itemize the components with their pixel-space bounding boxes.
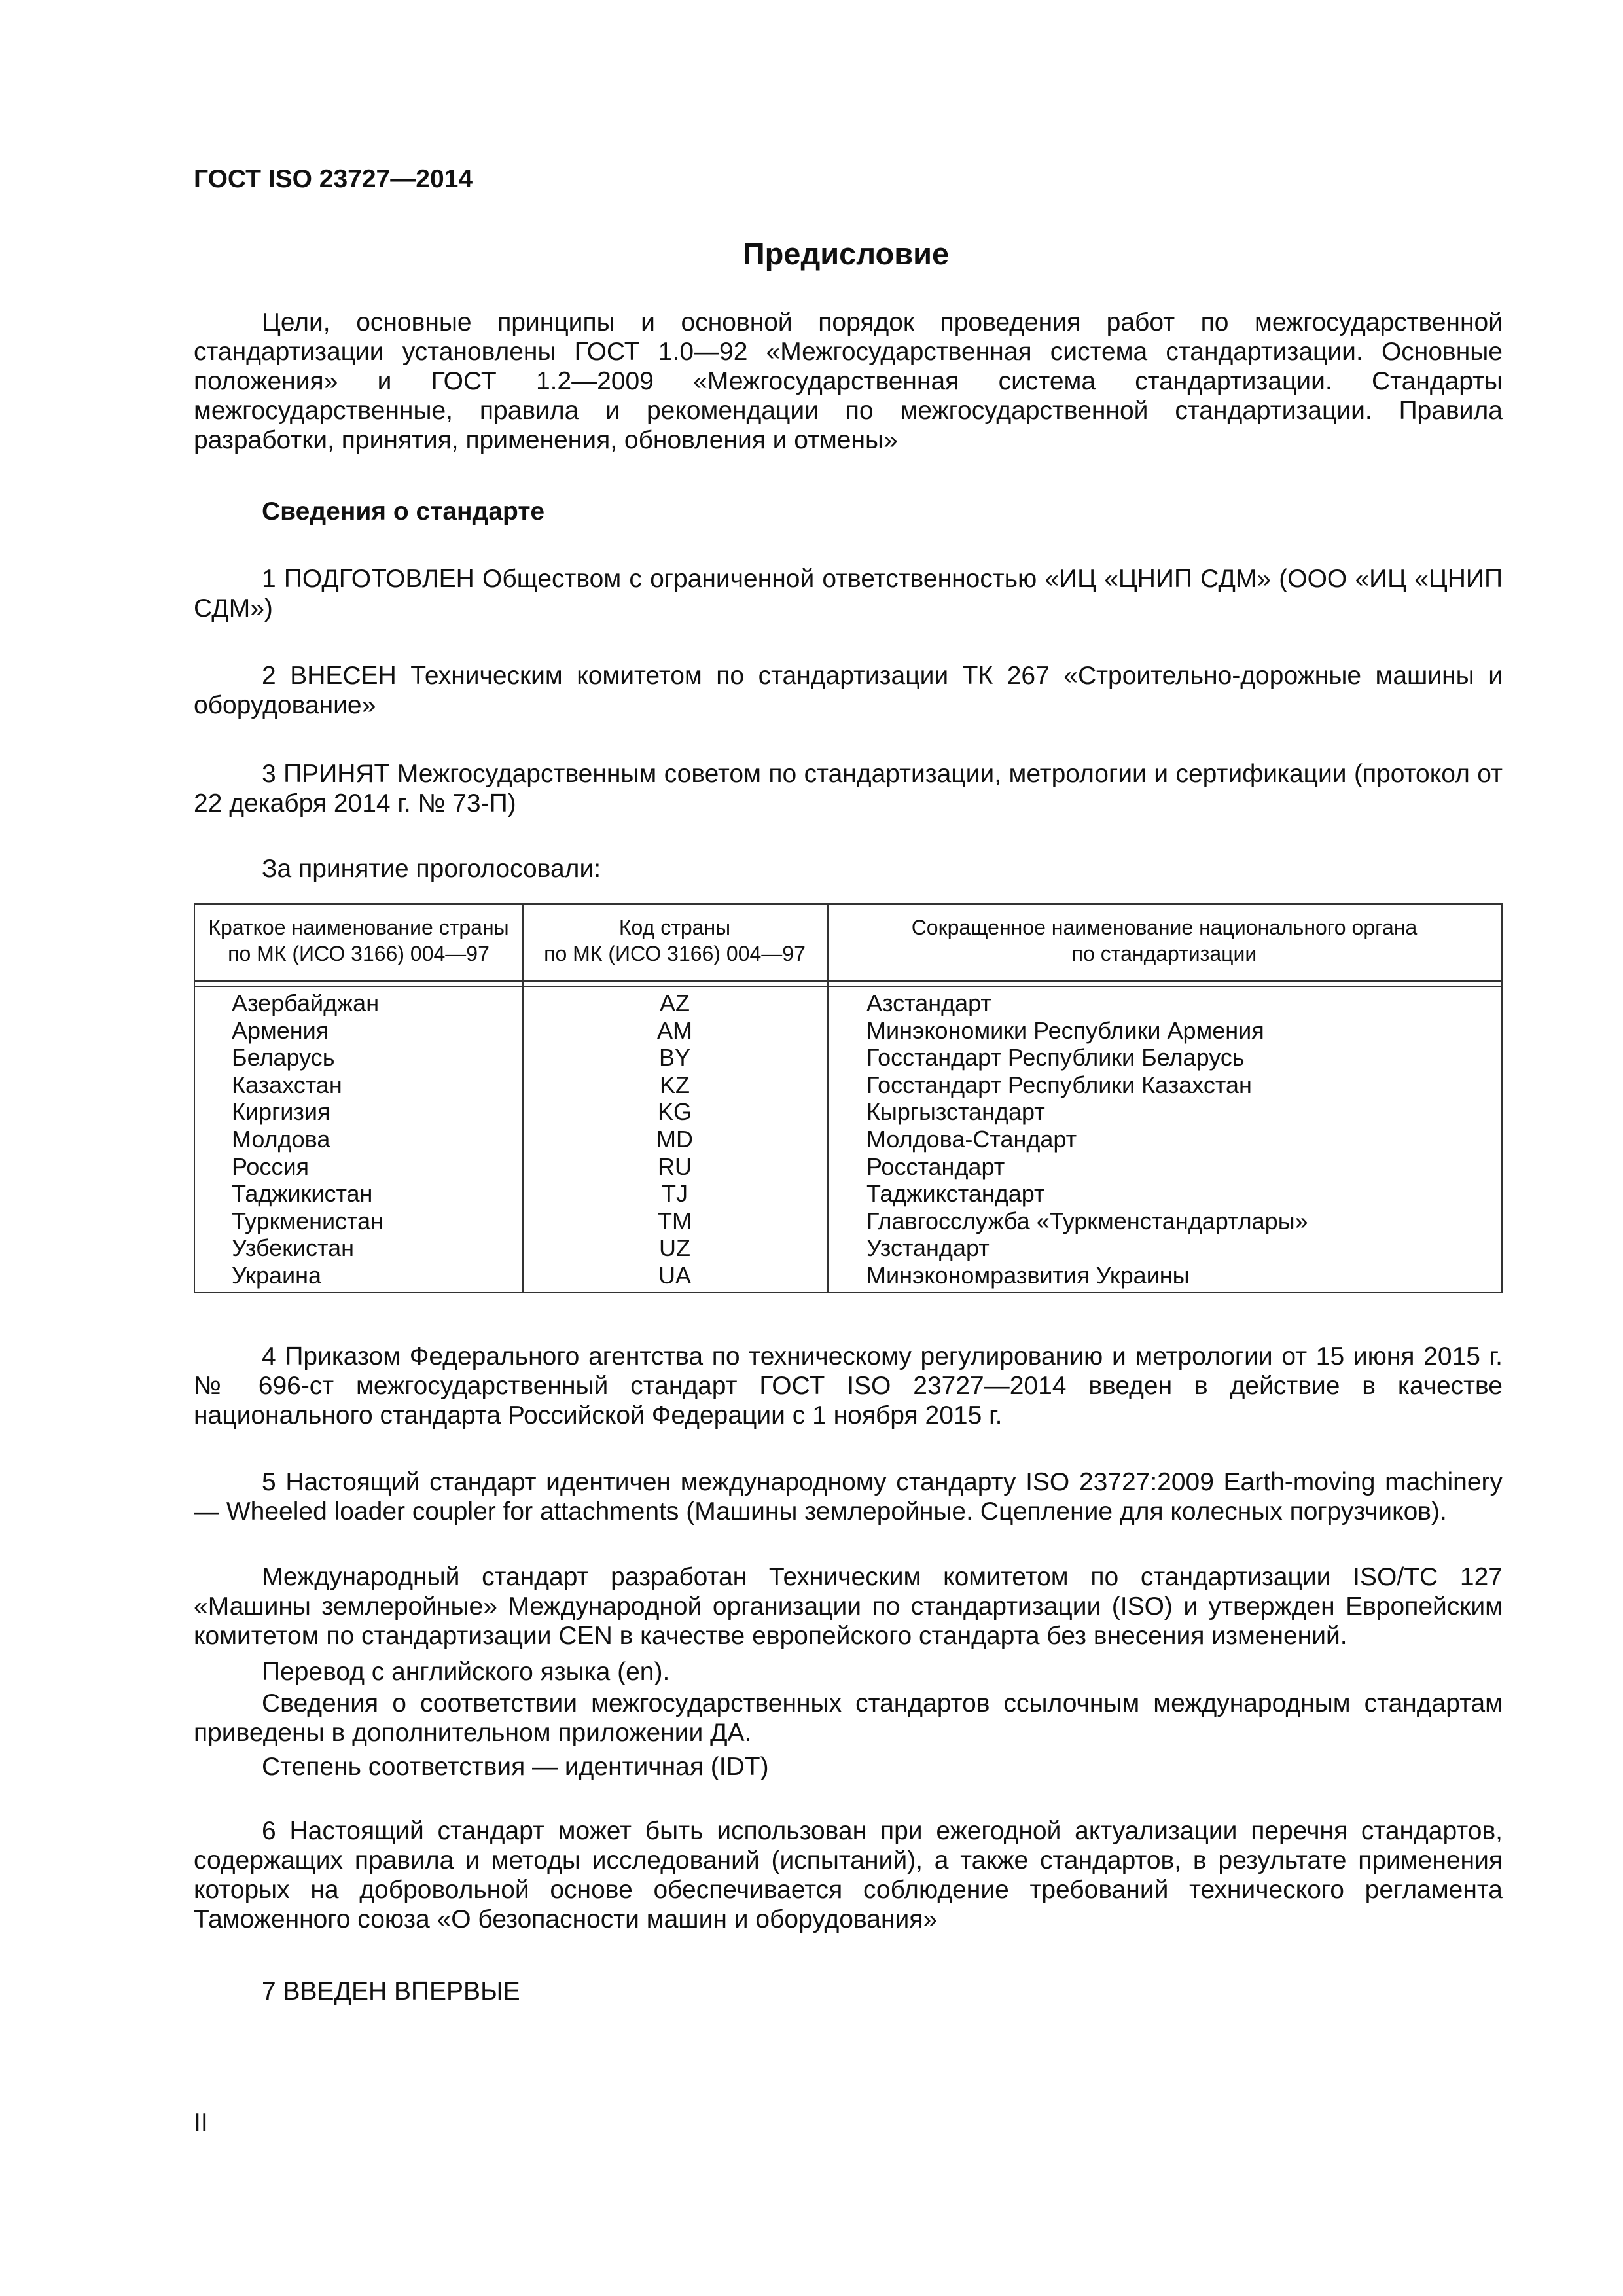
header-divider [195,980,1501,982]
country-code: KZ [659,1071,690,1098]
country-name: Беларусь [232,1044,335,1071]
country-code: MD [656,1125,693,1153]
page-title: Предисловие [742,236,950,271]
national-body: Кыргызстандарт [866,1098,1045,1126]
header-line: Краткое наименование страны [208,916,509,939]
national-body: Молдова-Стандарт [866,1125,1077,1153]
national-body: Госстандарт Республики Беларусь [866,1044,1245,1071]
table-body [195,990,1501,1289]
country-name: Украина [232,1261,322,1289]
header-country-name [195,905,522,977]
country-name: Туркменистан [232,1207,384,1234]
voted-label: За принятие проголосовали: [262,855,601,883]
country-name: Таджикистан [232,1180,373,1208]
item-2-paragraph: 2 ВНЕСЕН Техническим комитетом по стандартизации ТК 267 «Строительно-дорожные машины и оборудование» [194,662,1503,719]
table-row [195,990,1501,1017]
country-name: Азербайджан [232,990,380,1016]
item-5-degree-paragraph: Степень соответствия — идентичная (IDT) [262,1753,769,1781]
national-body: Минэкономики Республики Армения [866,1016,1264,1044]
item-5-origin-paragraph: Международный стандарт разработан Техническим комитетом по стандартизации ISO/TC 127 «Машины землеройные» Международной организации по стандартизации (ISO) и утвержден Европейским комитетом по стандартизации CEN в качестве европейского стандарта без внесения изменений. [194,1563,1503,1650]
country-name: Казахстан [232,1071,342,1098]
item-7-paragraph: 7 ВВЕДЕН ВПЕРВЫЕ [262,1977,520,2005]
country-code: AZ [659,990,690,1016]
country-code: UA [658,1261,691,1289]
table-row [195,1098,1501,1126]
national-body: Госстандарт Республики Казахстан [866,1071,1252,1098]
national-body: Главгосслужба «Туркменстандартлары» [866,1207,1308,1234]
national-body: Минэкономразвития Украины [866,1261,1190,1289]
header-national-body [827,905,1501,977]
item-5-translation-paragraph: Перевод с английского языка (en). [262,1658,670,1686]
item-4-paragraph: 4 Приказом Федерального агентства по техническому регулированию и метрологии от 15 июня 2015 г. № 696-ст межгосударственный стандарт ГОСТ ISO 23727—2014 введен в действие в качестве национального стандарта Российской Федерации с 1 ноября 2015 г. [194,1342,1503,1429]
country-name: Узбекистан [232,1234,355,1262]
header-country-code [522,905,827,977]
country-code: KG [657,1098,692,1126]
intro-paragraph: Цели, основные принципы и основной порядок проведения работ по межгосударственной стандартизации установлены ГОСТ 1.0—92 «Межгосударственная система стандартизации. Основные положения» и ГОСТ 1.2—2009 «Межгосударственная система стандартизации. Стандарты межгосударственные, правила и рекомендации по межгосударственной стандартизации. Правила разработки, принятия, применения, обновления и отмены» [194,308,1503,454]
country-code: TM [658,1207,692,1234]
table-row [195,1126,1501,1153]
country-code: AM [657,1016,692,1044]
national-body: Росстандарт [866,1153,1005,1180]
header-line: по стандартизации [1071,942,1257,965]
voting-table [194,903,1503,1293]
section-heading: Сведения о стандарте [262,497,545,526]
table-row [195,1180,1501,1208]
country-name: Армения [232,1016,329,1044]
country-name: Россия [232,1153,310,1180]
item-1-paragraph: 1 ПОДГОТОВЛЕН Обществом с ограниченной ответственностью «ИЦ «ЦНИП СДМ» (ООО «ИЦ «ЦНИП СДМ») [194,565,1503,622]
country-code: TJ [662,1180,688,1208]
item-5-paragraph: 5 Настоящий стандарт идентичен международному стандарту ISO 23727:2009 Earth-moving machinery — Wheeled loader coupler for attachments (Машины землеройные. Сцепление для колесных погрузчиков). [194,1468,1503,1526]
table-row [195,1262,1501,1289]
table-row [195,1044,1501,1071]
country-code: RU [658,1153,692,1180]
table-row [195,1071,1501,1099]
header-line: Код страны [618,916,731,939]
country-code: UZ [659,1234,690,1262]
country-name: Молдова [232,1125,330,1153]
country-name: Киргизия [232,1098,330,1126]
header-line: по МК (ИСО 3166) 004—97 [544,942,806,965]
table-row [195,1017,1501,1045]
country-code: BY [658,1044,691,1071]
table-row [195,1153,1501,1181]
national-body: Узстандарт [866,1234,990,1262]
item-5-references-paragraph: Сведения о соответствии межгосударственных стандартов ссылочным международным стандартам приведены в дополнительном приложении ДА. [194,1689,1503,1747]
header-line: Сокращенное наименование национального органа [911,916,1418,939]
national-body: Таджикстандарт [866,1180,1045,1208]
header-line: по МК (ИСО 3166) 004—97 [228,942,490,965]
page-number: II [194,2109,208,2137]
national-body: Азстандарт [866,990,991,1016]
header-divider [195,986,1501,987]
table-row [195,1208,1501,1235]
item-3-paragraph: 3 ПРИНЯТ Межгосударственным советом по стандартизации, метрологии и сертификации (протокол от 22 декабря 2014 г. № 73-П) [194,760,1503,817]
table-row [195,1234,1501,1262]
item-6-paragraph: 6 Настоящий стандарт может быть использован при ежегодной актуализации перечня стандартов, содержащих правила и методы исследований (испытаний), а также стандартов, в результате применения которых на добровольной основе обеспечивается соблюдение требований технического регламента Таможенного союза «О безопасности машин и оборудования» [194,1817,1503,1933]
document-id: ГОСТ ISO 23727—2014 [194,165,473,193]
